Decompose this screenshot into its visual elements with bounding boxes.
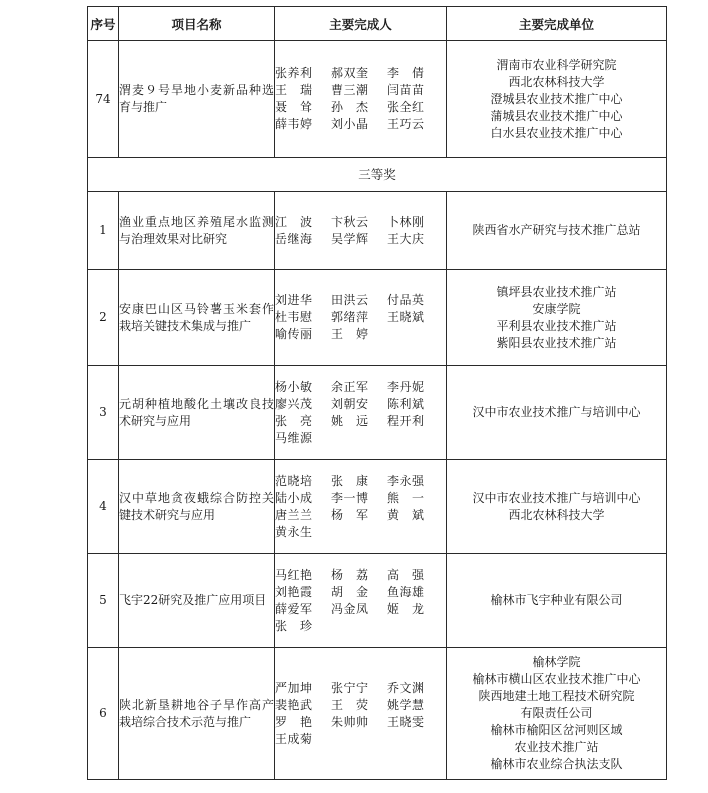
table-row bbox=[88, 366, 667, 460]
row-number: 1 bbox=[88, 192, 119, 270]
people-cell bbox=[275, 41, 447, 158]
people-line bbox=[275, 584, 446, 601]
section-third-prize bbox=[88, 158, 667, 192]
unit-name: 榆林市农业综合执法支队 bbox=[490, 757, 623, 771]
rows-before bbox=[88, 41, 667, 158]
person-name: 马红艳 bbox=[275, 567, 313, 582]
person-name: 唐兰兰 bbox=[275, 507, 313, 522]
person-name: 刘小晶 bbox=[331, 117, 369, 131]
person-name: 吴学辉 bbox=[331, 231, 369, 246]
person-name: 裴艳武 bbox=[275, 697, 313, 712]
project-name: 渔业重点地区养殖尾水监测与治理效果对比研究 bbox=[119, 192, 275, 270]
unit-name: 农业技术推广站 bbox=[514, 740, 599, 754]
people-line bbox=[275, 116, 446, 133]
unit-name: 白水县农业技术推广中心 bbox=[490, 125, 623, 140]
person-name: 张宁宁 bbox=[331, 680, 369, 695]
people-line bbox=[275, 214, 446, 231]
header-num: 序号 bbox=[88, 7, 119, 41]
person-name: 胡 金 bbox=[331, 584, 369, 599]
person-name: 付品英 bbox=[387, 293, 425, 307]
person-name: 薛爱军 bbox=[275, 601, 313, 616]
person-name: 喻传丽 bbox=[275, 327, 313, 341]
row-number: 74 bbox=[88, 41, 119, 158]
table-row bbox=[88, 648, 667, 780]
project-name: 汉中草地贪夜蛾综合防控关键技术研究与应用 bbox=[119, 460, 275, 554]
person-name: 王 婷 bbox=[331, 327, 369, 341]
unit-cell bbox=[447, 460, 667, 554]
row-number: 3 bbox=[88, 366, 119, 460]
people-line bbox=[275, 430, 446, 447]
person-name: 刘艳霞 bbox=[275, 584, 313, 599]
people-cell bbox=[275, 648, 447, 780]
person-name: 黄 斌 bbox=[387, 507, 425, 522]
person-name: 王成菊 bbox=[275, 731, 313, 746]
people-line bbox=[275, 326, 446, 343]
unit-name: 榆林市榆阳区岔河则区域 bbox=[490, 723, 623, 737]
header-people: 主要完成人 bbox=[275, 7, 447, 41]
person-name: 岳继海 bbox=[275, 231, 313, 246]
people-line bbox=[275, 231, 446, 248]
unit-name: 陕西省水产研究与技术推广总站 bbox=[472, 223, 641, 237]
person-name: 杜韦慰 bbox=[275, 310, 313, 324]
people-line bbox=[275, 82, 446, 99]
header-row bbox=[88, 7, 667, 41]
people-cell bbox=[275, 366, 447, 460]
person-name: 王 瑞 bbox=[275, 83, 313, 97]
person-name: 张养利 bbox=[275, 66, 313, 80]
person-name: 严加坤 bbox=[275, 680, 313, 695]
person-name: 乔文渊 bbox=[387, 680, 425, 695]
person-name: 姬 龙 bbox=[387, 601, 425, 616]
project-name: 渭麦９号旱地小麦新品种选育与推广 bbox=[119, 41, 275, 158]
person-name: 张全红 bbox=[387, 100, 425, 114]
person-name: 马维源 bbox=[275, 430, 313, 445]
person-name: 余正军 bbox=[331, 379, 369, 394]
person-name: 陆小成 bbox=[275, 490, 313, 505]
person-name: 郝双奎 bbox=[331, 66, 369, 80]
row-number: 2 bbox=[88, 270, 119, 366]
person-name: 姚 远 bbox=[331, 413, 369, 428]
unit-name: 紫阳县农业技术推广站 bbox=[496, 335, 617, 350]
person-name: 杨小敏 bbox=[275, 379, 313, 394]
person-name: 李永强 bbox=[387, 473, 425, 488]
unit-name: 西北农林科技大学 bbox=[508, 507, 605, 522]
project-name: 飞宇22研究及推广应用项目 bbox=[119, 554, 275, 648]
unit-name: 渭南市农业科学研究院 bbox=[496, 57, 617, 72]
people-line bbox=[275, 697, 446, 714]
person-name: 王巧云 bbox=[387, 117, 425, 131]
project-name: 元胡种植地酸化土壤改良技术研究与应用 bbox=[119, 366, 275, 460]
person-name: 罗 艳 bbox=[275, 714, 313, 729]
section-title: 三等奖 bbox=[88, 158, 667, 192]
unit-name: 镇坪县农业技术推广站 bbox=[496, 284, 617, 299]
person-name: 朱帅帅 bbox=[331, 714, 369, 729]
unit-name: 陕西地建土地工程技术研究院 bbox=[478, 689, 635, 703]
project-name: 陕北新垦耕地谷子旱作高产栽培综合技术示范与推广 bbox=[119, 648, 275, 780]
project-name: 安康巴山区马铃薯玉米套作栽培关键技术集成与推广 bbox=[119, 270, 275, 366]
unit-name: 榆林市飞宇种业有限公司 bbox=[490, 593, 623, 607]
row-number: 5 bbox=[88, 554, 119, 648]
header-project: 项目名称 bbox=[119, 7, 275, 41]
person-name: 田洪云 bbox=[331, 293, 369, 307]
people-line bbox=[275, 396, 446, 413]
unit-name: 汉中市农业技术推广与培训中心 bbox=[472, 490, 641, 505]
person-name: 杨 军 bbox=[331, 507, 369, 522]
unit-cell bbox=[447, 270, 667, 366]
people-line bbox=[275, 507, 446, 524]
person-name: 刘朝安 bbox=[331, 396, 369, 411]
person-name: 张 亮 bbox=[275, 413, 313, 428]
person-name: 王大庆 bbox=[387, 231, 425, 246]
person-name: 鱼海雄 bbox=[387, 584, 425, 599]
person-name: 黄永生 bbox=[275, 524, 313, 539]
unit-name: 澄城县农业技术推广中心 bbox=[490, 91, 623, 106]
people-line bbox=[275, 680, 446, 697]
person-name: 江 波 bbox=[275, 214, 313, 229]
person-name: 冯金凤 bbox=[331, 601, 369, 616]
people-line bbox=[275, 714, 446, 731]
person-name: 王晓斌 bbox=[387, 310, 425, 324]
people-line bbox=[275, 413, 446, 430]
table-row bbox=[88, 192, 667, 270]
rows-after bbox=[88, 192, 667, 780]
section-row bbox=[88, 158, 667, 192]
person-name: 聂 耸 bbox=[275, 100, 313, 114]
person-name: 熊 一 bbox=[387, 490, 425, 505]
person-name: 杨 荔 bbox=[331, 567, 369, 582]
person-name: 李一博 bbox=[331, 490, 369, 505]
people-line bbox=[275, 524, 446, 541]
person-name: 卜林刚 bbox=[387, 214, 425, 229]
people-line bbox=[275, 309, 446, 326]
person-name: 郭绪萍 bbox=[331, 310, 369, 324]
people-cell bbox=[275, 192, 447, 270]
people-line bbox=[275, 99, 446, 116]
unit-cell bbox=[447, 41, 667, 158]
people-cell bbox=[275, 554, 447, 648]
unit-name: 平利县农业技术推广站 bbox=[496, 318, 617, 333]
people-line bbox=[275, 601, 446, 618]
person-name: 陈利斌 bbox=[387, 396, 425, 411]
unit-name: 西北农林科技大学 bbox=[508, 74, 605, 89]
people-line bbox=[275, 731, 446, 748]
person-name: 姚学慧 bbox=[387, 697, 425, 712]
table-row bbox=[88, 460, 667, 554]
unit-name: 安康学院 bbox=[532, 301, 581, 316]
row-number: 6 bbox=[88, 648, 119, 780]
people-cell bbox=[275, 270, 447, 366]
person-name: 张 珍 bbox=[275, 618, 313, 633]
person-name: 张 康 bbox=[331, 473, 369, 488]
people-cell bbox=[275, 460, 447, 554]
person-name: 范晓培 bbox=[275, 473, 313, 488]
row-number: 4 bbox=[88, 460, 119, 554]
person-name: 孙 杰 bbox=[331, 100, 369, 114]
unit-name: 汉中市农业技术推广与培训中心 bbox=[472, 405, 641, 419]
person-name: 李丹妮 bbox=[387, 379, 425, 394]
people-line bbox=[275, 65, 446, 82]
people-line bbox=[275, 490, 446, 507]
person-name: 闫苗苗 bbox=[387, 83, 425, 97]
unit-cell bbox=[447, 554, 667, 648]
person-name: 廖兴茂 bbox=[275, 396, 313, 411]
unit-cell bbox=[447, 192, 667, 270]
person-name: 王 荧 bbox=[331, 697, 369, 712]
unit-name: 榆林市横山区农业技术推广中心 bbox=[472, 672, 641, 686]
people-line bbox=[275, 292, 446, 309]
people-line bbox=[275, 618, 446, 635]
unit-name: 榆林学院 bbox=[532, 655, 581, 669]
table-row bbox=[88, 554, 667, 648]
table-row bbox=[88, 41, 667, 158]
unit-cell bbox=[447, 648, 667, 780]
person-name: 薛韦婷 bbox=[275, 117, 313, 131]
person-name: 李 倩 bbox=[387, 66, 425, 80]
person-name: 曹三潮 bbox=[331, 83, 369, 97]
person-name: 卞秋云 bbox=[331, 214, 369, 229]
person-name: 程开利 bbox=[387, 413, 425, 428]
person-name: 高 强 bbox=[387, 567, 425, 582]
table-row bbox=[88, 270, 667, 366]
awards-table bbox=[87, 6, 667, 780]
person-name: 王晓雯 bbox=[387, 714, 425, 729]
unit-cell bbox=[447, 366, 667, 460]
people-line bbox=[275, 379, 446, 396]
header-unit: 主要完成单位 bbox=[447, 7, 667, 41]
unit-name: 蒲城县农业技术推广中心 bbox=[490, 108, 623, 123]
person-name: 刘进华 bbox=[275, 293, 313, 307]
unit-name: 有限责任公司 bbox=[520, 706, 593, 720]
people-line bbox=[275, 567, 446, 584]
people-line bbox=[275, 473, 446, 490]
